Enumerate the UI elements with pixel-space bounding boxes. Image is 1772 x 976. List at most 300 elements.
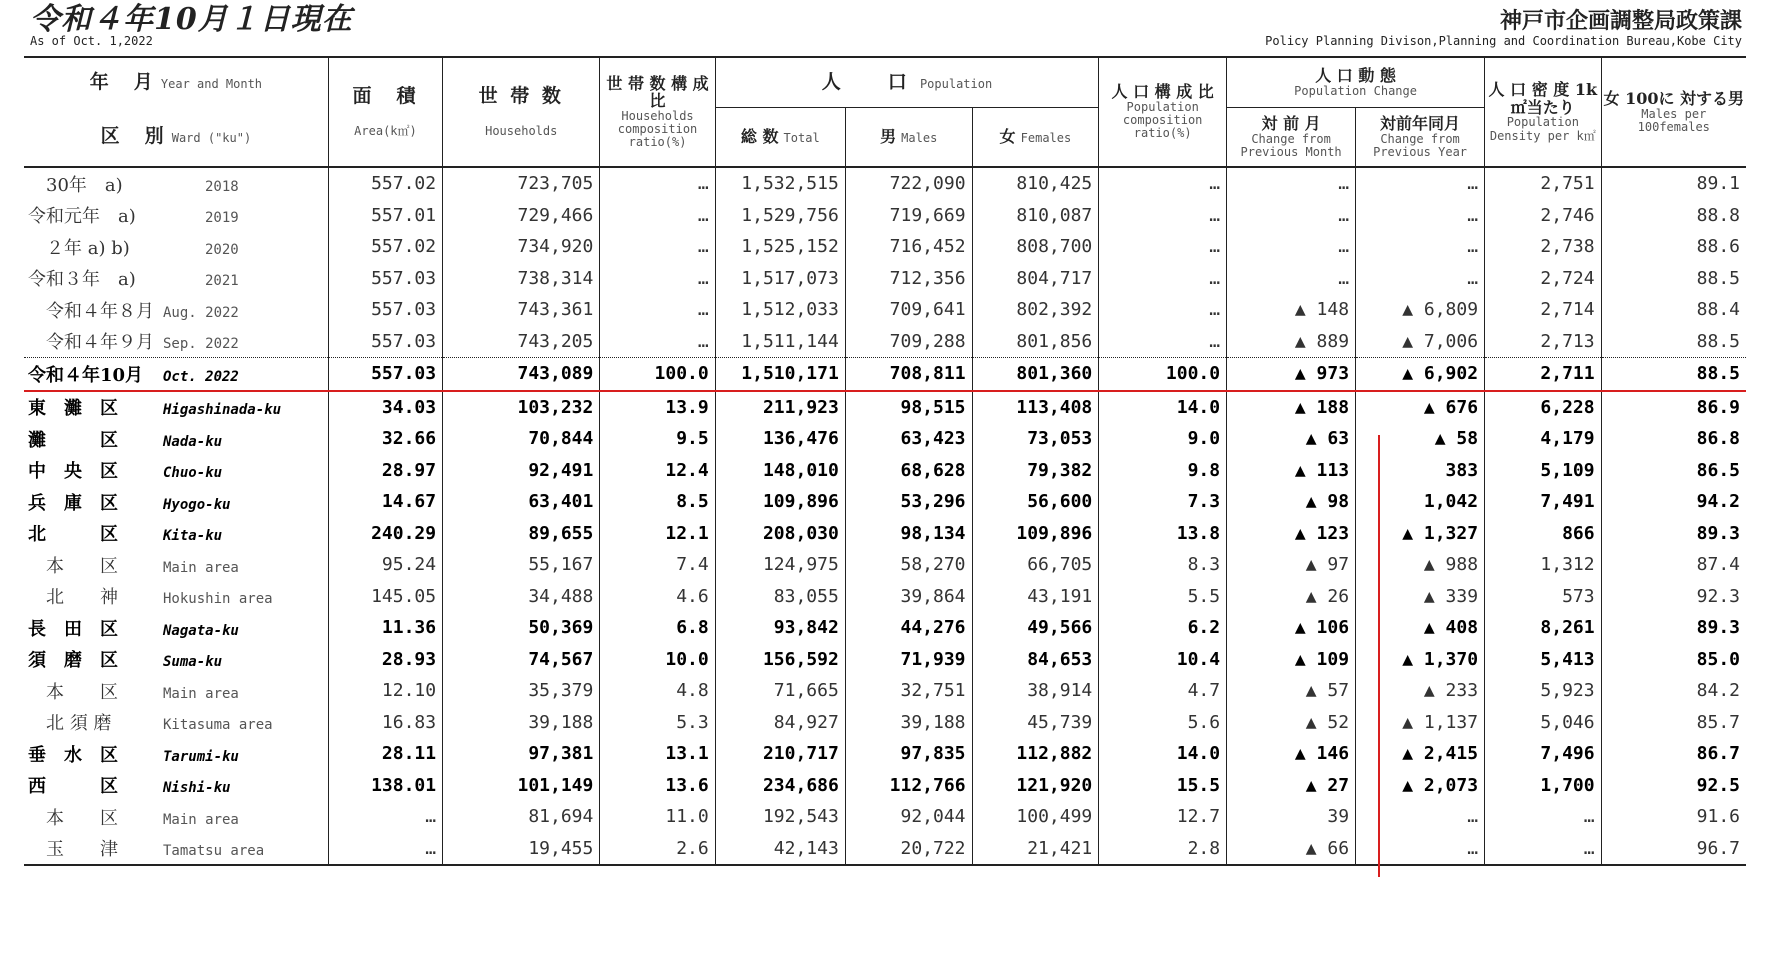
population-ratio-cell: … <box>1099 167 1227 200</box>
row-label-en: 2020 <box>163 241 239 258</box>
sex-ratio-cell: 88.5 <box>1601 358 1746 391</box>
row-label-ja: 玉 津 <box>28 839 118 861</box>
females-cell: 802,392 <box>972 294 1099 326</box>
density-cell: 7,491 <box>1485 486 1602 518</box>
row-label-ja: 本 区 <box>28 681 118 703</box>
males-cell: 712,356 <box>845 263 972 295</box>
males-cell: 98,134 <box>845 518 972 550</box>
prev-year-cell: … <box>1356 801 1485 833</box>
row-label-cell <box>24 200 328 232</box>
households-cell: 34,488 <box>443 581 600 613</box>
prev-year-cell: ▲ 2,073 <box>1356 770 1485 802</box>
females-cell: 109,896 <box>972 518 1099 550</box>
households-cell: 103,232 <box>443 391 600 424</box>
table-row <box>24 675 1746 707</box>
households-cell: 63,401 <box>443 486 600 518</box>
row-label-cell <box>24 675 328 707</box>
prev-year-cell: ▲ 2,415 <box>1356 738 1485 770</box>
households-ratio-cell: 8.5 <box>600 486 715 518</box>
population-ratio-cell: 12.7 <box>1099 801 1227 833</box>
households-cell: 70,844 <box>443 423 600 455</box>
sex-ratio-cell: 88.6 <box>1601 231 1746 263</box>
row-label-cell <box>24 263 328 295</box>
row-label-en: Hokushin area <box>163 591 273 608</box>
row-label-ja: 北 神 <box>28 587 118 609</box>
females-cell: 38,914 <box>972 675 1099 707</box>
prev-month-cell: ▲ 97 <box>1227 549 1356 581</box>
prev-year-cell: ▲ 408 <box>1356 612 1485 644</box>
households-cell: 50,369 <box>443 612 600 644</box>
separator-line <box>1378 435 1380 877</box>
row-label-cell <box>24 738 328 770</box>
density-cell: 2,746 <box>1485 200 1602 232</box>
sex-ratio-cell: 86.9 <box>1601 391 1746 424</box>
households-cell: 74,567 <box>443 644 600 676</box>
header-ward: 区 別 Ward ("ku") <box>100 125 252 148</box>
prev-month-cell: ▲ 27 <box>1227 770 1356 802</box>
males-cell: 722,090 <box>845 167 972 200</box>
total-cell: 1,511,144 <box>715 326 845 358</box>
sex-ratio-cell: 86.7 <box>1601 738 1746 770</box>
females-cell: 112,882 <box>972 738 1099 770</box>
population-ratio-cell: 5.5 <box>1099 581 1227 613</box>
population-ratio-cell: … <box>1099 326 1227 358</box>
households-cell: 743,361 <box>443 294 600 326</box>
density-cell: 866 <box>1485 518 1602 550</box>
sex-ratio-cell: 86.5 <box>1601 455 1746 487</box>
males-cell: 63,423 <box>845 423 972 455</box>
row-label-ja: 北 須 磨 <box>28 713 112 735</box>
sex-ratio-cell: 84.2 <box>1601 675 1746 707</box>
table-row <box>24 612 1746 644</box>
males-cell: 44,276 <box>845 612 972 644</box>
row-label-ja: 長 田 区 <box>28 618 118 640</box>
row-label-ja: 令和元年 a) <box>28 206 136 228</box>
total-cell: 148,010 <box>715 455 845 487</box>
table-row <box>24 358 1746 391</box>
sex-ratio-cell: 92.3 <box>1601 581 1746 613</box>
females-cell: 79,382 <box>972 455 1099 487</box>
total-cell: 93,842 <box>715 612 845 644</box>
prev-month-cell: … <box>1227 263 1356 295</box>
sex-ratio-cell: 85.0 <box>1601 644 1746 676</box>
area-cell: 557.02 <box>328 167 442 200</box>
total-cell: 1,510,171 <box>715 358 845 391</box>
prev-month-cell: ▲ 57 <box>1227 675 1356 707</box>
area-cell: 557.01 <box>328 200 442 232</box>
prev-month-cell: ▲ 109 <box>1227 644 1356 676</box>
total-cell: 136,476 <box>715 423 845 455</box>
table-row <box>24 167 1746 200</box>
total-cell: 124,975 <box>715 549 845 581</box>
households-cell: 81,694 <box>443 801 600 833</box>
row-label-en: Hyogo-ku <box>163 496 231 513</box>
prev-month-cell: … <box>1227 167 1356 200</box>
row-label-en: Tarumi-ku <box>163 748 239 765</box>
density-cell: 2,714 <box>1485 294 1602 326</box>
total-cell: 1,525,152 <box>715 231 845 263</box>
row-label-cell <box>24 231 328 263</box>
row-label-en: Main area <box>163 685 239 702</box>
header-households-ratio: 世 帯 数 構 成 比 Households composition ratio(%) <box>600 57 715 167</box>
females-cell: 810,425 <box>972 167 1099 200</box>
organization-name-en: Policy Planning Divison,Planning and Coordination Bureau,Kobe City <box>1265 34 1742 48</box>
density-cell: … <box>1485 833 1602 866</box>
header-population-change: 人 口 動 態 Population Change <box>1227 57 1485 108</box>
sex-ratio-cell: 89.3 <box>1601 518 1746 550</box>
males-cell: 97,835 <box>845 738 972 770</box>
prev-year-cell: ▲ 233 <box>1356 675 1485 707</box>
males-cell: 719,669 <box>845 200 972 232</box>
row-label-en: Main area <box>163 811 239 828</box>
sex-ratio-cell: 88.4 <box>1601 294 1746 326</box>
row-label-ja: 北 区 <box>28 524 118 546</box>
row-label-en: Kita-ku <box>163 528 223 545</box>
households-ratio-cell: … <box>600 167 715 200</box>
header-sex-ratio: 女 100に 対する男 Males per 100females <box>1601 57 1746 167</box>
density-cell: 5,413 <box>1485 644 1602 676</box>
row-label-en: Tamatsu area <box>163 843 265 860</box>
row-label-en: Nagata-ku <box>163 622 239 639</box>
population-ratio-cell: 13.8 <box>1099 518 1227 550</box>
households-ratio-cell: 7.4 <box>600 549 715 581</box>
households-ratio-cell: 13.9 <box>600 391 715 424</box>
density-cell: 2,751 <box>1485 167 1602 200</box>
total-cell: 42,143 <box>715 833 845 866</box>
total-cell: 109,896 <box>715 486 845 518</box>
table-row <box>24 833 1746 866</box>
row-label-en: Higashinada-ku <box>163 402 282 419</box>
males-cell: 39,864 <box>845 581 972 613</box>
prev-year-cell: ▲ 339 <box>1356 581 1485 613</box>
row-label-en: Oct. 2022 <box>163 368 239 385</box>
header-females: 女 Females <box>972 108 1099 168</box>
area-cell: 28.11 <box>328 738 442 770</box>
area-cell: 138.01 <box>328 770 442 802</box>
header-males: 男 Males <box>845 108 972 168</box>
total-cell: 192,543 <box>715 801 845 833</box>
table-row <box>24 326 1746 358</box>
households-ratio-cell: … <box>600 231 715 263</box>
households-ratio-cell: … <box>600 294 715 326</box>
prev-month-cell: ▲ 52 <box>1227 707 1356 739</box>
row-label-cell <box>24 486 328 518</box>
households-ratio-cell: 11.0 <box>600 801 715 833</box>
population-ratio-cell: 4.7 <box>1099 675 1227 707</box>
row-label-ja: 兵 庫 区 <box>28 492 118 514</box>
header-year-month: 年 月 Year and Month <box>89 71 263 94</box>
area-cell: 557.03 <box>328 326 442 358</box>
prev-month-cell: ▲ 113 <box>1227 455 1356 487</box>
households-cell: 92,491 <box>443 455 600 487</box>
prev-month-cell: ▲ 146 <box>1227 738 1356 770</box>
area-cell: 95.24 <box>328 549 442 581</box>
row-label-en: Chuo-ku <box>163 465 223 482</box>
row-label-cell <box>24 707 328 739</box>
total-cell: 1,512,033 <box>715 294 845 326</box>
population-ratio-cell: 8.3 <box>1099 549 1227 581</box>
prev-year-cell: ▲ 1,327 <box>1356 518 1485 550</box>
females-cell: 49,566 <box>972 612 1099 644</box>
prev-month-cell: … <box>1227 200 1356 232</box>
total-cell: 210,717 <box>715 738 845 770</box>
population-ratio-cell: 15.5 <box>1099 770 1227 802</box>
males-cell: 112,766 <box>845 770 972 802</box>
row-label-cell <box>24 833 328 866</box>
table-row <box>24 391 1746 424</box>
header-density: 人 口 密 度 1k㎡当たり Population Density per k㎡ <box>1485 57 1602 167</box>
prev-month-cell: ▲ 98 <box>1227 486 1356 518</box>
area-cell: 240.29 <box>328 518 442 550</box>
page-title: 令和４年10月１日現在 <box>30 2 353 37</box>
table-row <box>24 644 1746 676</box>
density-cell: 4,179 <box>1485 423 1602 455</box>
row-label-ja: 30年 a) <box>28 174 123 196</box>
females-cell: 84,653 <box>972 644 1099 676</box>
row-label-ja: 本 区 <box>28 555 118 577</box>
organization-name: 神戸市企画調整局政策課 <box>1499 8 1742 34</box>
table-row <box>24 423 1746 455</box>
households-ratio-cell: 5.3 <box>600 707 715 739</box>
households-ratio-cell: 6.8 <box>600 612 715 644</box>
males-cell: 708,811 <box>845 358 972 391</box>
area-cell: 557.03 <box>328 263 442 295</box>
table-row <box>24 518 1746 550</box>
density-cell: 2,711 <box>1485 358 1602 391</box>
households-cell: 738,314 <box>443 263 600 295</box>
density-cell: 1,312 <box>1485 549 1602 581</box>
males-cell: 98,515 <box>845 391 972 424</box>
total-cell: 208,030 <box>715 518 845 550</box>
total-cell: 83,055 <box>715 581 845 613</box>
row-label-en: Kitasuma area <box>163 717 273 734</box>
table-row <box>24 294 1746 326</box>
row-label-cell <box>24 326 328 358</box>
females-cell: 21,421 <box>972 833 1099 866</box>
table-row <box>24 581 1746 613</box>
area-cell: 34.03 <box>328 391 442 424</box>
table-row <box>24 231 1746 263</box>
population-ratio-cell: … <box>1099 200 1227 232</box>
row-label-ja: 中 央 区 <box>28 461 118 483</box>
population-ratio-cell: … <box>1099 294 1227 326</box>
households-cell: 729,466 <box>443 200 600 232</box>
density-cell: 8,261 <box>1485 612 1602 644</box>
density-cell: 7,496 <box>1485 738 1602 770</box>
males-cell: 20,722 <box>845 833 972 866</box>
table-row <box>24 200 1746 232</box>
males-cell: 32,751 <box>845 675 972 707</box>
header-population-ratio: 人 口 構 成 比 Population composition ratio(%) <box>1099 57 1227 167</box>
prev-year-cell: 383 <box>1356 455 1485 487</box>
households-ratio-cell: 12.4 <box>600 455 715 487</box>
area-cell: 12.10 <box>328 675 442 707</box>
sex-ratio-cell: 89.3 <box>1601 612 1746 644</box>
sex-ratio-cell: 91.6 <box>1601 801 1746 833</box>
males-cell: 709,288 <box>845 326 972 358</box>
row-label-ja: 須 磨 区 <box>28 650 118 672</box>
density-cell: 6,228 <box>1485 391 1602 424</box>
population-ratio-cell: … <box>1099 263 1227 295</box>
prev-year-cell: … <box>1356 263 1485 295</box>
households-ratio-cell: 9.5 <box>600 423 715 455</box>
area-cell: 14.67 <box>328 486 442 518</box>
area-cell: 11.36 <box>328 612 442 644</box>
population-ratio-cell: 14.0 <box>1099 391 1227 424</box>
population-ratio-cell: 9.0 <box>1099 423 1227 455</box>
prev-month-cell: ▲ 123 <box>1227 518 1356 550</box>
row-label-en: Nada-ku <box>163 433 223 450</box>
households-cell: 35,379 <box>443 675 600 707</box>
population-ratio-cell: 5.6 <box>1099 707 1227 739</box>
females-cell: 100,499 <box>972 801 1099 833</box>
area-cell: 32.66 <box>328 423 442 455</box>
households-ratio-cell: … <box>600 200 715 232</box>
table-row <box>24 801 1746 833</box>
population-ratio-cell: … <box>1099 231 1227 263</box>
density-cell: 5,923 <box>1485 675 1602 707</box>
table-row <box>24 455 1746 487</box>
row-label-ja: ２年 a) b) <box>28 237 130 259</box>
males-cell: 709,641 <box>845 294 972 326</box>
density-cell: 2,713 <box>1485 326 1602 358</box>
females-cell: 66,705 <box>972 549 1099 581</box>
females-cell: 801,856 <box>972 326 1099 358</box>
households-ratio-cell: 10.0 <box>600 644 715 676</box>
prev-month-cell: ▲ 63 <box>1227 423 1356 455</box>
row-label-ja: 東 灘 区 <box>28 398 118 420</box>
prev-year-cell: ▲ 988 <box>1356 549 1485 581</box>
row-label-en: Suma-ku <box>163 654 223 671</box>
row-label-en: 2021 <box>163 273 239 290</box>
prev-month-cell: 39 <box>1227 801 1356 833</box>
density-cell: 2,724 <box>1485 263 1602 295</box>
males-cell: 92,044 <box>845 801 972 833</box>
area-cell: 557.03 <box>328 294 442 326</box>
prev-year-cell: … <box>1356 833 1485 866</box>
area-cell: 28.93 <box>328 644 442 676</box>
households-ratio-cell: 2.6 <box>600 833 715 866</box>
prev-year-cell: ▲ 58 <box>1356 423 1485 455</box>
header-prev-year: 対前年同月 Change from Previous Year <box>1356 108 1485 168</box>
population-table <box>24 56 1746 866</box>
prev-year-cell: ▲ 6,902 <box>1356 358 1485 391</box>
row-label-cell <box>24 423 328 455</box>
row-label-en: Main area <box>163 559 239 576</box>
households-ratio-cell: … <box>600 326 715 358</box>
table-row <box>24 263 1746 295</box>
density-cell: … <box>1485 801 1602 833</box>
males-cell: 58,270 <box>845 549 972 581</box>
row-label-cell <box>24 770 328 802</box>
density-cell: 5,046 <box>1485 707 1602 739</box>
population-ratio-cell: 2.8 <box>1099 833 1227 866</box>
table-header <box>24 57 1746 167</box>
prev-month-cell: … <box>1227 231 1356 263</box>
females-cell: 804,717 <box>972 263 1099 295</box>
sex-ratio-cell: 88.8 <box>1601 200 1746 232</box>
prev-month-cell: ▲ 973 <box>1227 358 1356 391</box>
table-row <box>24 770 1746 802</box>
households-cell: 55,167 <box>443 549 600 581</box>
table-row <box>24 707 1746 739</box>
prev-year-cell: ▲ 676 <box>1356 391 1485 424</box>
population-ratio-cell: 10.4 <box>1099 644 1227 676</box>
row-label-cell <box>24 358 328 391</box>
header-area: 面 積 Area(k㎡) <box>328 57 442 167</box>
row-label-ja: 灘 区 <box>28 429 118 451</box>
row-label-cell <box>24 644 328 676</box>
prev-month-cell: ▲ 148 <box>1227 294 1356 326</box>
density-cell: 573 <box>1485 581 1602 613</box>
population-ratio-cell: 14.0 <box>1099 738 1227 770</box>
females-cell: 73,053 <box>972 423 1099 455</box>
prev-year-cell: ▲ 7,006 <box>1356 326 1485 358</box>
sex-ratio-cell: 85.7 <box>1601 707 1746 739</box>
area-cell: … <box>328 801 442 833</box>
prev-year-cell: … <box>1356 167 1485 200</box>
prev-month-cell: ▲ 26 <box>1227 581 1356 613</box>
households-cell: 743,205 <box>443 326 600 358</box>
total-cell: 71,665 <box>715 675 845 707</box>
density-cell: 1,700 <box>1485 770 1602 802</box>
total-cell: 1,529,756 <box>715 200 845 232</box>
males-cell: 71,939 <box>845 644 972 676</box>
table-row <box>24 738 1746 770</box>
households-cell: 97,381 <box>443 738 600 770</box>
total-cell: 1,517,073 <box>715 263 845 295</box>
table-row <box>24 486 1746 518</box>
prev-year-cell: ▲ 1,370 <box>1356 644 1485 676</box>
row-label-ja: 垂 水 区 <box>28 744 118 766</box>
females-cell: 45,739 <box>972 707 1099 739</box>
row-label-en: Nishi-ku <box>163 780 231 797</box>
sex-ratio-cell: 87.4 <box>1601 549 1746 581</box>
sex-ratio-cell: 94.2 <box>1601 486 1746 518</box>
females-cell: 56,600 <box>972 486 1099 518</box>
prev-year-cell: ▲ 1,137 <box>1356 707 1485 739</box>
sex-ratio-cell: 96.7 <box>1601 833 1746 866</box>
row-label-en: Aug. 2022 <box>163 304 239 321</box>
prev-year-cell: … <box>1356 231 1485 263</box>
females-cell: 113,408 <box>972 391 1099 424</box>
row-label-ja: 令和４年９月 <box>28 332 154 354</box>
row-label-ja: 本 区 <box>28 807 118 829</box>
males-cell: 68,628 <box>845 455 972 487</box>
households-ratio-cell: 100.0 <box>600 358 715 391</box>
households-ratio-cell: 13.6 <box>600 770 715 802</box>
total-cell: 1,532,515 <box>715 167 845 200</box>
as-of-date: As of Oct. 1,2022 <box>30 34 153 48</box>
prev-month-cell: ▲ 889 <box>1227 326 1356 358</box>
header-households: 世 帯 数 Households <box>443 57 600 167</box>
households-cell: 734,920 <box>443 231 600 263</box>
sex-ratio-cell: 92.5 <box>1601 770 1746 802</box>
row-label-ja: 令和３年 a) <box>28 269 136 291</box>
row-label-cell <box>24 801 328 833</box>
sex-ratio-cell: 89.1 <box>1601 167 1746 200</box>
row-label-cell <box>24 549 328 581</box>
row-label-cell <box>24 455 328 487</box>
prev-year-cell: 1,042 <box>1356 486 1485 518</box>
area-cell: 557.03 <box>328 358 442 391</box>
area-cell: 16.83 <box>328 707 442 739</box>
females-cell: 43,191 <box>972 581 1099 613</box>
area-cell: 557.02 <box>328 231 442 263</box>
row-label-cell <box>24 518 328 550</box>
row-label-ja: 令和４年８月 <box>28 300 154 322</box>
row-label-ja: 西 区 <box>28 776 118 798</box>
